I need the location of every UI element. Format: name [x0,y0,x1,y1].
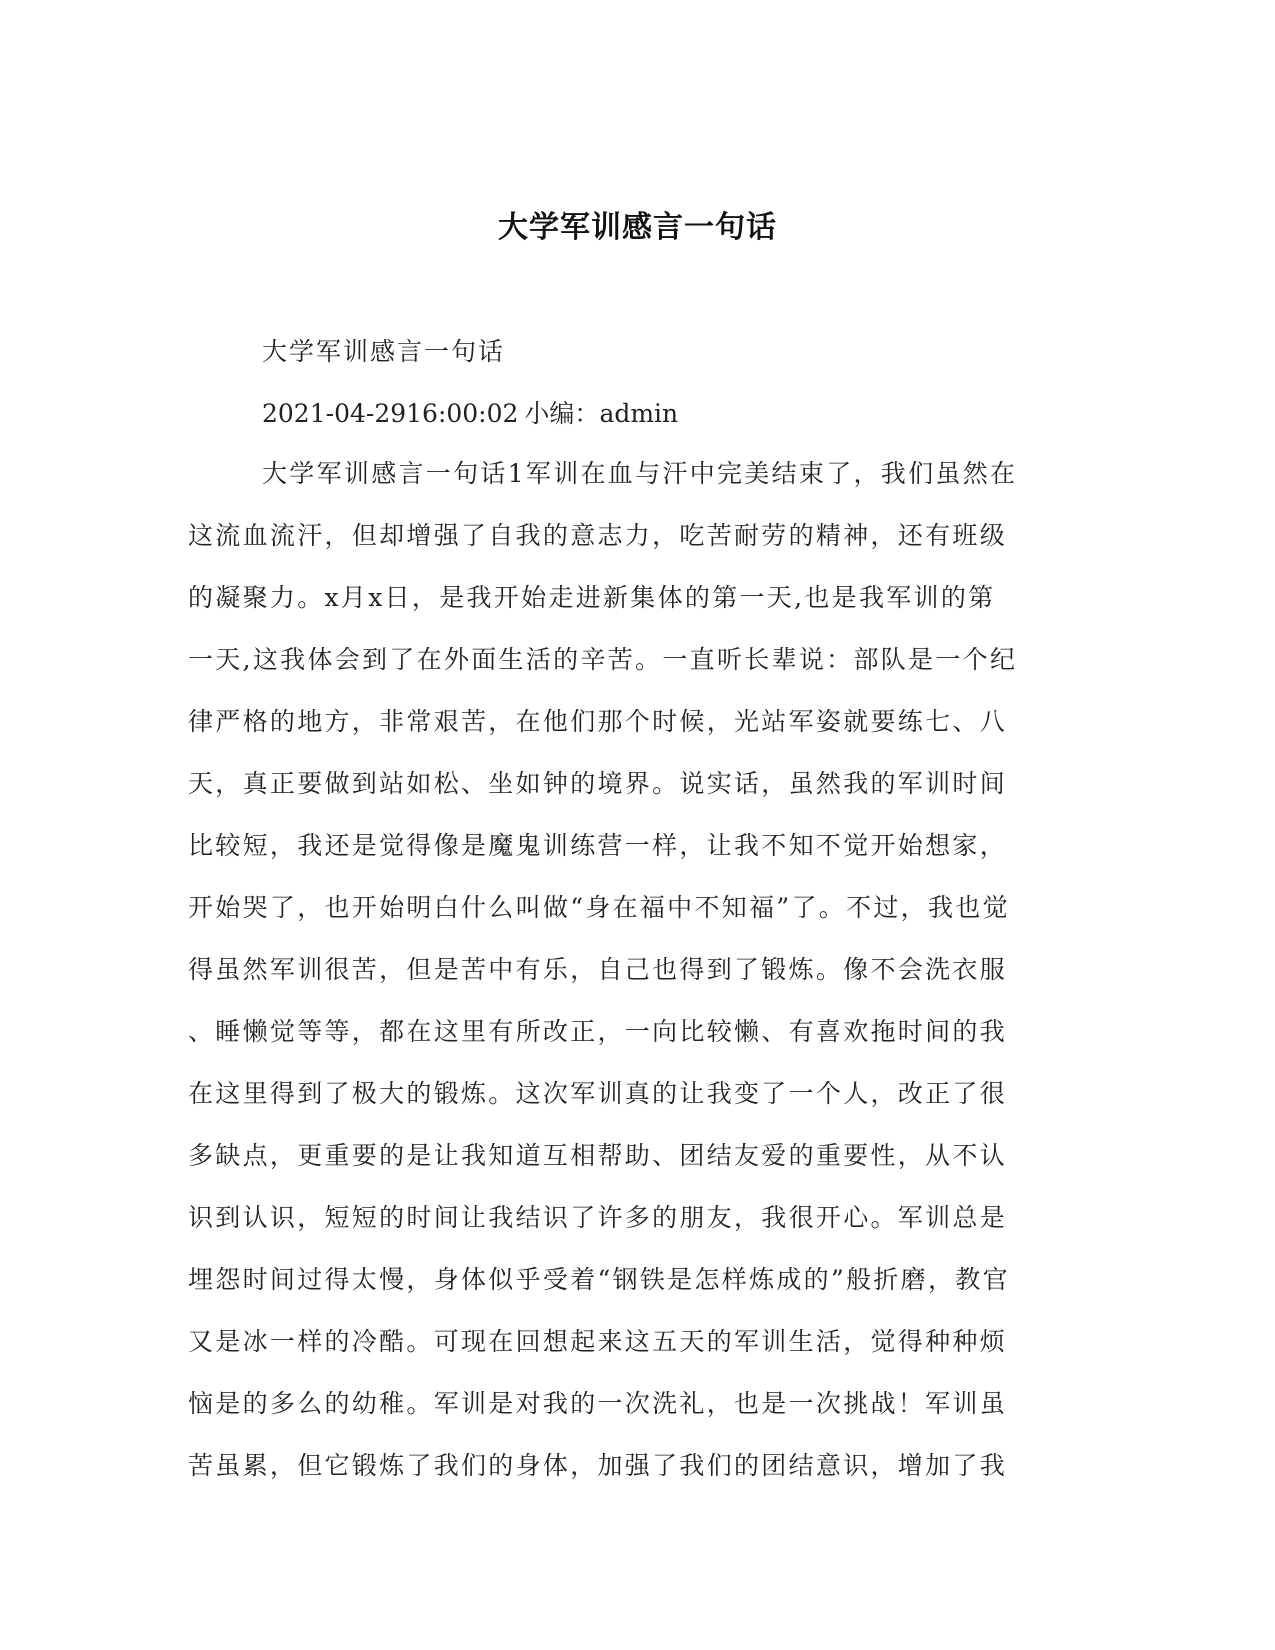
article-meta [262,396,678,432]
body-line: 的凝聚力。x月x日，是我开始走进新集体的第一天,也是我军训的第 [188,583,996,612]
body-line: 得虽然军训很苦，但是苦中有乐，自己也得到了锻炼。像不会洗衣服 [188,955,1008,984]
body-line: 开始哭了，也开始明白什么叫做“身在福中不知福”了。不过，我也觉 [188,893,1010,922]
publish-datetime: 2021-04-2916:00:02 [262,399,519,428]
body-line: 恼是的多么的幼稚。军训是对我的一次洗礼，也是一次挑战！军训虽 [188,1389,1008,1418]
body-line: 在这里得到了极大的锻炼。这次军训真的让我变了一个人，改正了很 [188,1079,1008,1108]
body-line: 比较短，我还是觉得像是魔鬼训练营一样，让我不知不觉开始想家， [188,831,1008,860]
article-subtitle: 大学军训感言一句话 [262,337,506,366]
body-line: 律严格的地方，非常艰苦，在他们那个时候，光站军姿就要练七、八 [188,707,1008,736]
editor-name: admin [599,399,679,428]
body-line: 这流血流汗，但却增强了自我的意志力，吃苦耐劳的精神，还有班级 [188,521,1008,550]
body-line: 又是冰一样的冷酷。可现在回想起来这五天的军训生活，觉得种种烦 [188,1327,1008,1356]
article-body [188,456,1068,1510]
body-line: 多缺点，更重要的是让我知道互相帮助、团结友爱的重要性，从不认 [188,1141,1008,1170]
editor-label: 小编： [524,399,600,428]
body-line: 埋怨时间过得太慢，身体似乎受着“钢铁是怎样炼成的”般折磨，教官 [188,1265,1010,1294]
body-line: 苦虽累，但它锻炼了我们的身体，加强了我们的团结意识，增加了我 [188,1451,1008,1480]
body-line: 一天,这我体会到了在外面生活的辛苦。一直听长辈说：部队是一个纪 [188,645,1018,674]
body-line: 识到认识，短短的时间让我结识了许多的朋友，我很开心。军训总是 [188,1203,1008,1232]
body-line: 、睡懒觉等等，都在这里有所改正，一向比较懒、有喜欢拖时间的我 [188,1017,1008,1046]
body-line: 大学军训感言一句话1军训在血与汗中完美结束了，我们虽然在 [262,459,1018,488]
document-title: 大学军训感言一句话 [498,210,777,245]
body-line: 天，真正要做到站如松、坐如钟的境界。说实话，虽然我的军训时间 [188,769,1008,798]
